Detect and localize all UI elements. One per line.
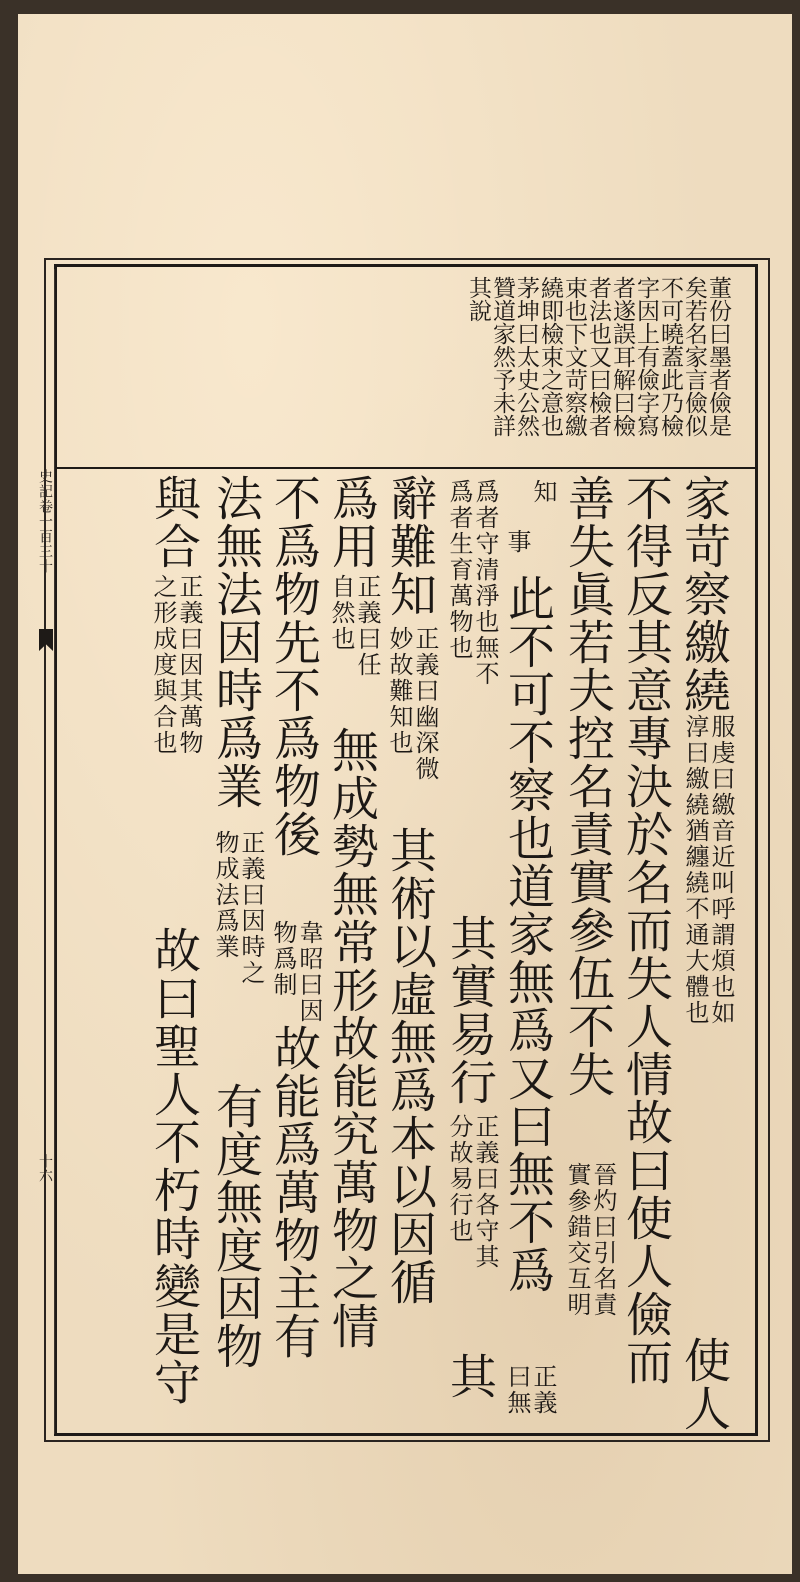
upper-commentary-line: 者法也又曰檢者: [585, 276, 611, 437]
main-text: 法無法因時爲業: [208, 474, 263, 810]
commentary-text: 晉灼曰引名責: [589, 1162, 617, 1318]
upper-commentary-line: 董份曰墨者儉是: [705, 276, 731, 437]
book-page: [18, 14, 792, 1574]
commentary-text: 物成法爲業: [211, 830, 239, 960]
main-text: 有度無度因物: [208, 1082, 263, 1370]
upper-commentary-line: 贊道家然予未詳: [489, 276, 515, 437]
upper-commentary-line: 不可曉蓋此乃檢: [657, 276, 683, 437]
main-text: 此不可不察也道家無爲又曰無不爲: [500, 574, 555, 1294]
commentary-text: 事: [503, 529, 531, 555]
commentary-text: 曰無: [503, 1364, 531, 1416]
commentary-text: 正義曰各守其: [471, 1114, 499, 1270]
main-text: 爲用: [324, 474, 379, 570]
main-text: 其: [442, 1352, 497, 1400]
margin-page-number: 十六: [37, 1154, 53, 1182]
commentary-text: 自然也: [327, 574, 355, 652]
commentary-text: 分故易行也: [445, 1114, 473, 1244]
main-text: 家苛察繳繞: [676, 474, 731, 714]
main-text: 不得反其意專決於名而失人情故曰使人儉而: [618, 474, 673, 1386]
main-text: 故能爲萬物主有: [266, 1024, 321, 1360]
main-text: 與合: [146, 474, 201, 570]
main-text: 其術以虛無爲本以因循: [382, 826, 437, 1306]
commentary-text: 爲者守清淨也無不: [471, 479, 499, 687]
upper-commentary-line: 茅坤曰太史公然: [513, 276, 539, 437]
upper-commentary-line: 繞即檢束之意也: [537, 276, 563, 437]
commentary-text: 正義: [529, 1364, 557, 1416]
commentary-text: 正義曰任: [353, 574, 381, 678]
commentary-text: 之形成度與合也: [149, 574, 177, 756]
commentary-text: 爲者生育萬物也: [445, 479, 473, 661]
main-text: 善失眞若夫控名責實參伍不失: [560, 474, 615, 1098]
commentary-text: 韋昭曰因: [295, 920, 323, 1024]
margin-title: 史記卷一百三十: [37, 469, 53, 574]
fold-margin: [37, 269, 55, 1434]
commentary-text: 正義曰因其萬物: [175, 574, 203, 756]
main-text: 使人: [676, 1336, 731, 1432]
upper-commentary-line: 矣若名家言儉似: [681, 276, 707, 437]
main-text: 無成勢無常形故能究萬物之情: [324, 726, 379, 1350]
commentary-text: 妙故難知也: [385, 626, 413, 756]
commentary-text: 知: [529, 479, 557, 505]
commentary-text: 實參錯交互明: [563, 1162, 591, 1318]
commentary-text: 淳曰繳繞猶纏繞不通大體也: [681, 714, 709, 1026]
upper-commentary-line: 束也下文苛察繳: [561, 276, 587, 437]
upper-commentary-line: 字因上有儉字寫: [633, 276, 659, 437]
upper-commentary-line: 者遂誤耳解曰檢: [609, 276, 635, 437]
commentary-text: 物爲制: [269, 920, 297, 998]
main-text: 不爲物先不爲物後: [266, 474, 321, 858]
upper-margin-divider: [54, 467, 758, 469]
main-text: 其實易行: [442, 914, 497, 1106]
commentary-text: 正義曰幽深微: [411, 626, 439, 782]
commentary-text: 正義曰因時之: [237, 830, 265, 986]
commentary-text: 服虔曰繳音近叫呼謂煩也如: [707, 714, 735, 1026]
upper-commentary-line: 其說: [465, 276, 491, 322]
main-text: 故曰聖人不朽時變是守: [146, 926, 201, 1406]
main-text: 辭難知: [382, 474, 437, 618]
